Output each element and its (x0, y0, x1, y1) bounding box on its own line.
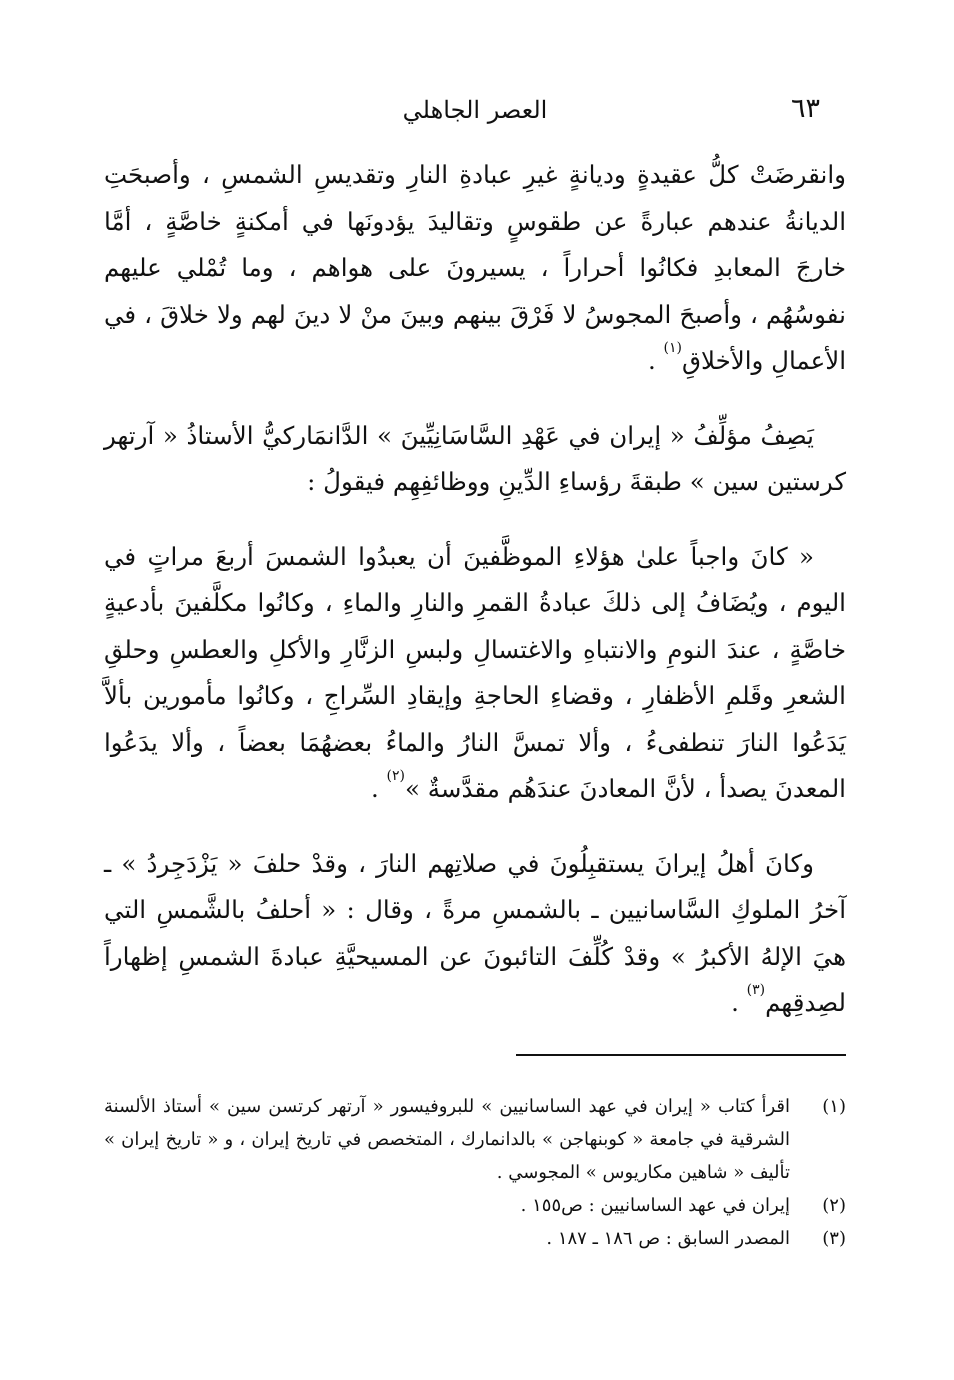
footnote-number: (١) (822, 1096, 846, 1117)
main-text (104, 152, 846, 1027)
paragraph-tail: . (370, 774, 387, 803)
footnote-number: (٣) (822, 1228, 846, 1249)
paragraph (104, 413, 846, 506)
footnotes (104, 1090, 846, 1255)
page-number: ٦٣ (790, 93, 820, 124)
footnote-separator (516, 1054, 846, 1056)
paragraph (104, 841, 846, 1027)
footnote-reference: (١) (663, 340, 682, 356)
running-title: العصر الجاهلي (402, 96, 548, 124)
paragraph-text: وانقرضَتْ كلُّ عقيدةٍ وديانةٍ غيرِ عبادةِ النارِ وتقديسِ الشمسِ ، وأصبحَتِ الديانةُ عندهم عبارةً عن طقوسٍ وتقاليدَ يؤدونَها في أمكنةٍ خاصَّةٍ ، أمَّا خارجَ المعابدِ فكانُوا أحراراً ، يسيرونَ على هواهم ، وما تُمْلي عليهم نفوسُهُم ، وأصبحَ المجوسُ لا فَرْقَ بينهم وبينَ منْ لا دينَ لهم ولا خلاقَ ، في الأعمالِ والأخلاقِ (104, 160, 846, 375)
footnote (104, 1222, 846, 1255)
footnote (104, 1090, 846, 1189)
footnote-text: إيران في عهد الساسانيين : ص١٥٥ . (520, 1195, 790, 1216)
footnote-text: المصدر السابق : ص ١٨٦ ـ ١٨٧ . (546, 1228, 790, 1249)
paragraph-tail: . (647, 346, 664, 375)
footnote-reference: (٢) (386, 768, 406, 784)
paragraph-text: يَصِفُ مؤلِّفُ « إيران في عَهْدِ السَّاسَانِيِّينَ » الدَّانمَاركيُّ الأستاذُ « آرتهر كرستين سين » طبقةَ رؤساءِ الدِّينِ ووظائفِهِم فيقولُ : (104, 420, 846, 496)
footnote-text: اقرأ كتاب « إيران في عهد الساسانيين » للبروفيسور « آرتهر كرتسن سين » أستاذ الألسنة الشرقية في جامعة « كوبنهاجن » بالدانمارك ، المتخصص في تاريخ إيران ، و « تاريخ إيران » تأليف « شاهين مكاريوس » المجوسي . (104, 1096, 790, 1183)
footnote (104, 1189, 846, 1222)
page-header (108, 92, 842, 138)
paragraph-text: وكانَ أهلُ إيرانَ يستقبِلُونَ في صلاتِهم النارَ ، وقدْ حلفَ « يَزْدَجِردُ » ـ آخرُ الملوكِ السَّاسانيين ـ بالشمسِ مرةً ، وقال : « أحلفُ بالشَّمسِ التي هيَ الإلهُ الأكبرُ » وقدْ كُلِّفَ التائبونَ عن المسيحيَّةِ عبادةَ الشمسِ إظهاراً لصِدقِهم (104, 848, 846, 1017)
footnote-number: (٢) (822, 1195, 846, 1216)
paragraph (104, 152, 846, 385)
footnote-reference: (٣) (746, 982, 766, 998)
paragraph-tail: . (731, 988, 747, 1017)
paragraph-text: « كانَ واجباً علىٰ هؤلاءِ الموظَّفينَ أن يعبدُوا الشمسَ أربعَ مراتٍ في اليوم ، ويُضَافُ إلى ذلكَ عبادةُ القمرِ والنارِ والماءِ ، وكانُوا مكلَّفينَ بأدعيةٍ خاصَّةٍ ، عندَ النومِ والانتباهِ والاغتسالِ ولبسِ الزنَّارِ والأكلِ والعطسِ وحلقِ الشعرِ وقَلمِ الأظفارِ ، وقضاءِ الحاجةِ وإيقادِ السِّراجِ ، وكانُوا مأمورين بألاَّ يَدَعُوا النارَ تنطفىءُ ، وألا تمسَّ النارُ والماءُ بعضهُمَا بعضاً ، وألا يدَعُوا المعدنَ يصدأ ، لأنَّ المعادنَ عندَهُم مقدَّسةٌ » (104, 541, 846, 803)
quoted-paragraph (104, 534, 846, 813)
